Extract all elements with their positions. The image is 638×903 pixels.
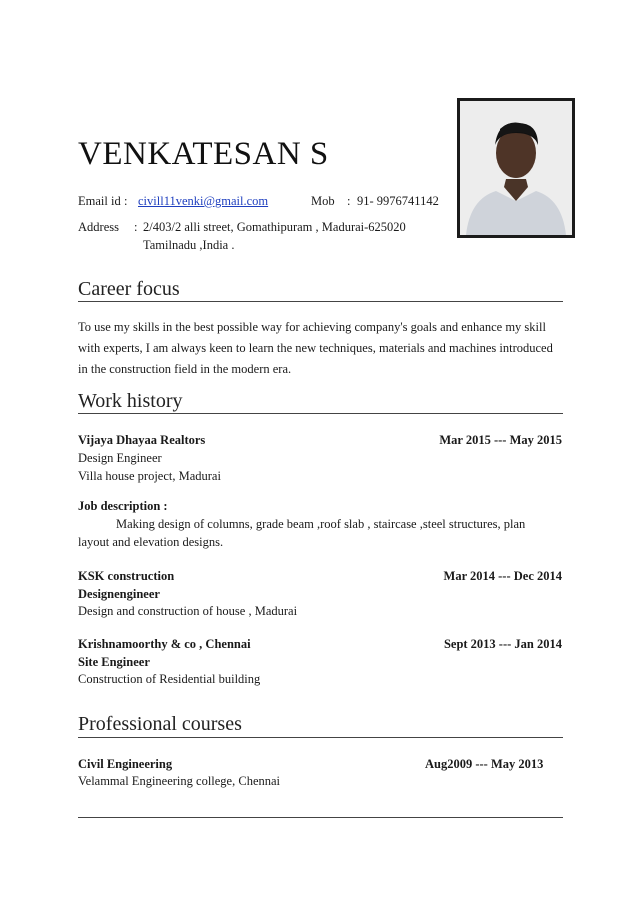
courses-divider [78,737,563,738]
job-2-role: Designengineer [78,587,160,601]
job-3-company: Krishnamoorthy & co , Chennai [78,637,251,651]
job-3-role: Site Engineer [78,655,150,669]
job-2-dates: Mar 2014 --- Dec 2014 [443,569,562,583]
mob-separator: : [347,194,351,208]
candidate-name: VENKATESAN S [78,136,329,172]
address-line-2: Tamilnadu ,India . [143,238,235,252]
job-1-company: Vijaya Dhayaa Realtors [78,433,206,447]
job-3-detail: Construction of Residential building [78,672,261,686]
career-divider [78,301,563,302]
bottom-divider [78,817,563,818]
address-separator: : [134,220,138,234]
email-link[interactable]: civill11venki@gmail.com [138,194,269,208]
email-label: Email id [78,194,121,208]
career-focus-heading: Career focus [78,278,180,300]
profile-photo [457,98,575,238]
career-focus-text: To use my skills in the best possible way for achieving company's goals and enhance my skill with experts, I am always keen to learn the new techniques, materials and machines introduced in the construction field in the modern era. [78,320,553,376]
job-1-dates: Mar 2015 --- May 2015 [439,433,562,447]
job-2-company: KSK construction [78,569,175,583]
course-1-detail: Velammal Engineering college, Chennai [78,774,281,788]
job-description-heading: Job description : [78,499,168,513]
mob-label: Mob [311,194,335,208]
address-line-1: 2/403/2 alli street, Gomathipuram , Madurai-625020 [143,220,406,234]
mob-value: 91- 9976741142 [357,194,439,208]
work-history-heading: Work history [78,390,183,412]
work-divider [78,413,563,414]
course-1-name: Civil Engineering [78,757,173,771]
job-description-text: Making design of columns, grade beam ,roof slab , staircase ,steel structures, plan layout and elevation designs. [78,517,526,549]
person-photo-icon [460,101,572,235]
course-1-dates: Aug2009 --- May 2013 [425,757,544,771]
address-label: Address [78,220,119,234]
job-1-role: Design Engineer [78,451,162,465]
courses-heading: Professional courses [78,713,242,735]
email-separator: : [124,194,128,208]
job-2-detail: Design and construction of house , Madurai [78,604,298,618]
job-1-detail: Villa house project, Madurai [78,469,221,483]
job-3-dates: Sept 2013 --- Jan 2014 [443,637,562,651]
